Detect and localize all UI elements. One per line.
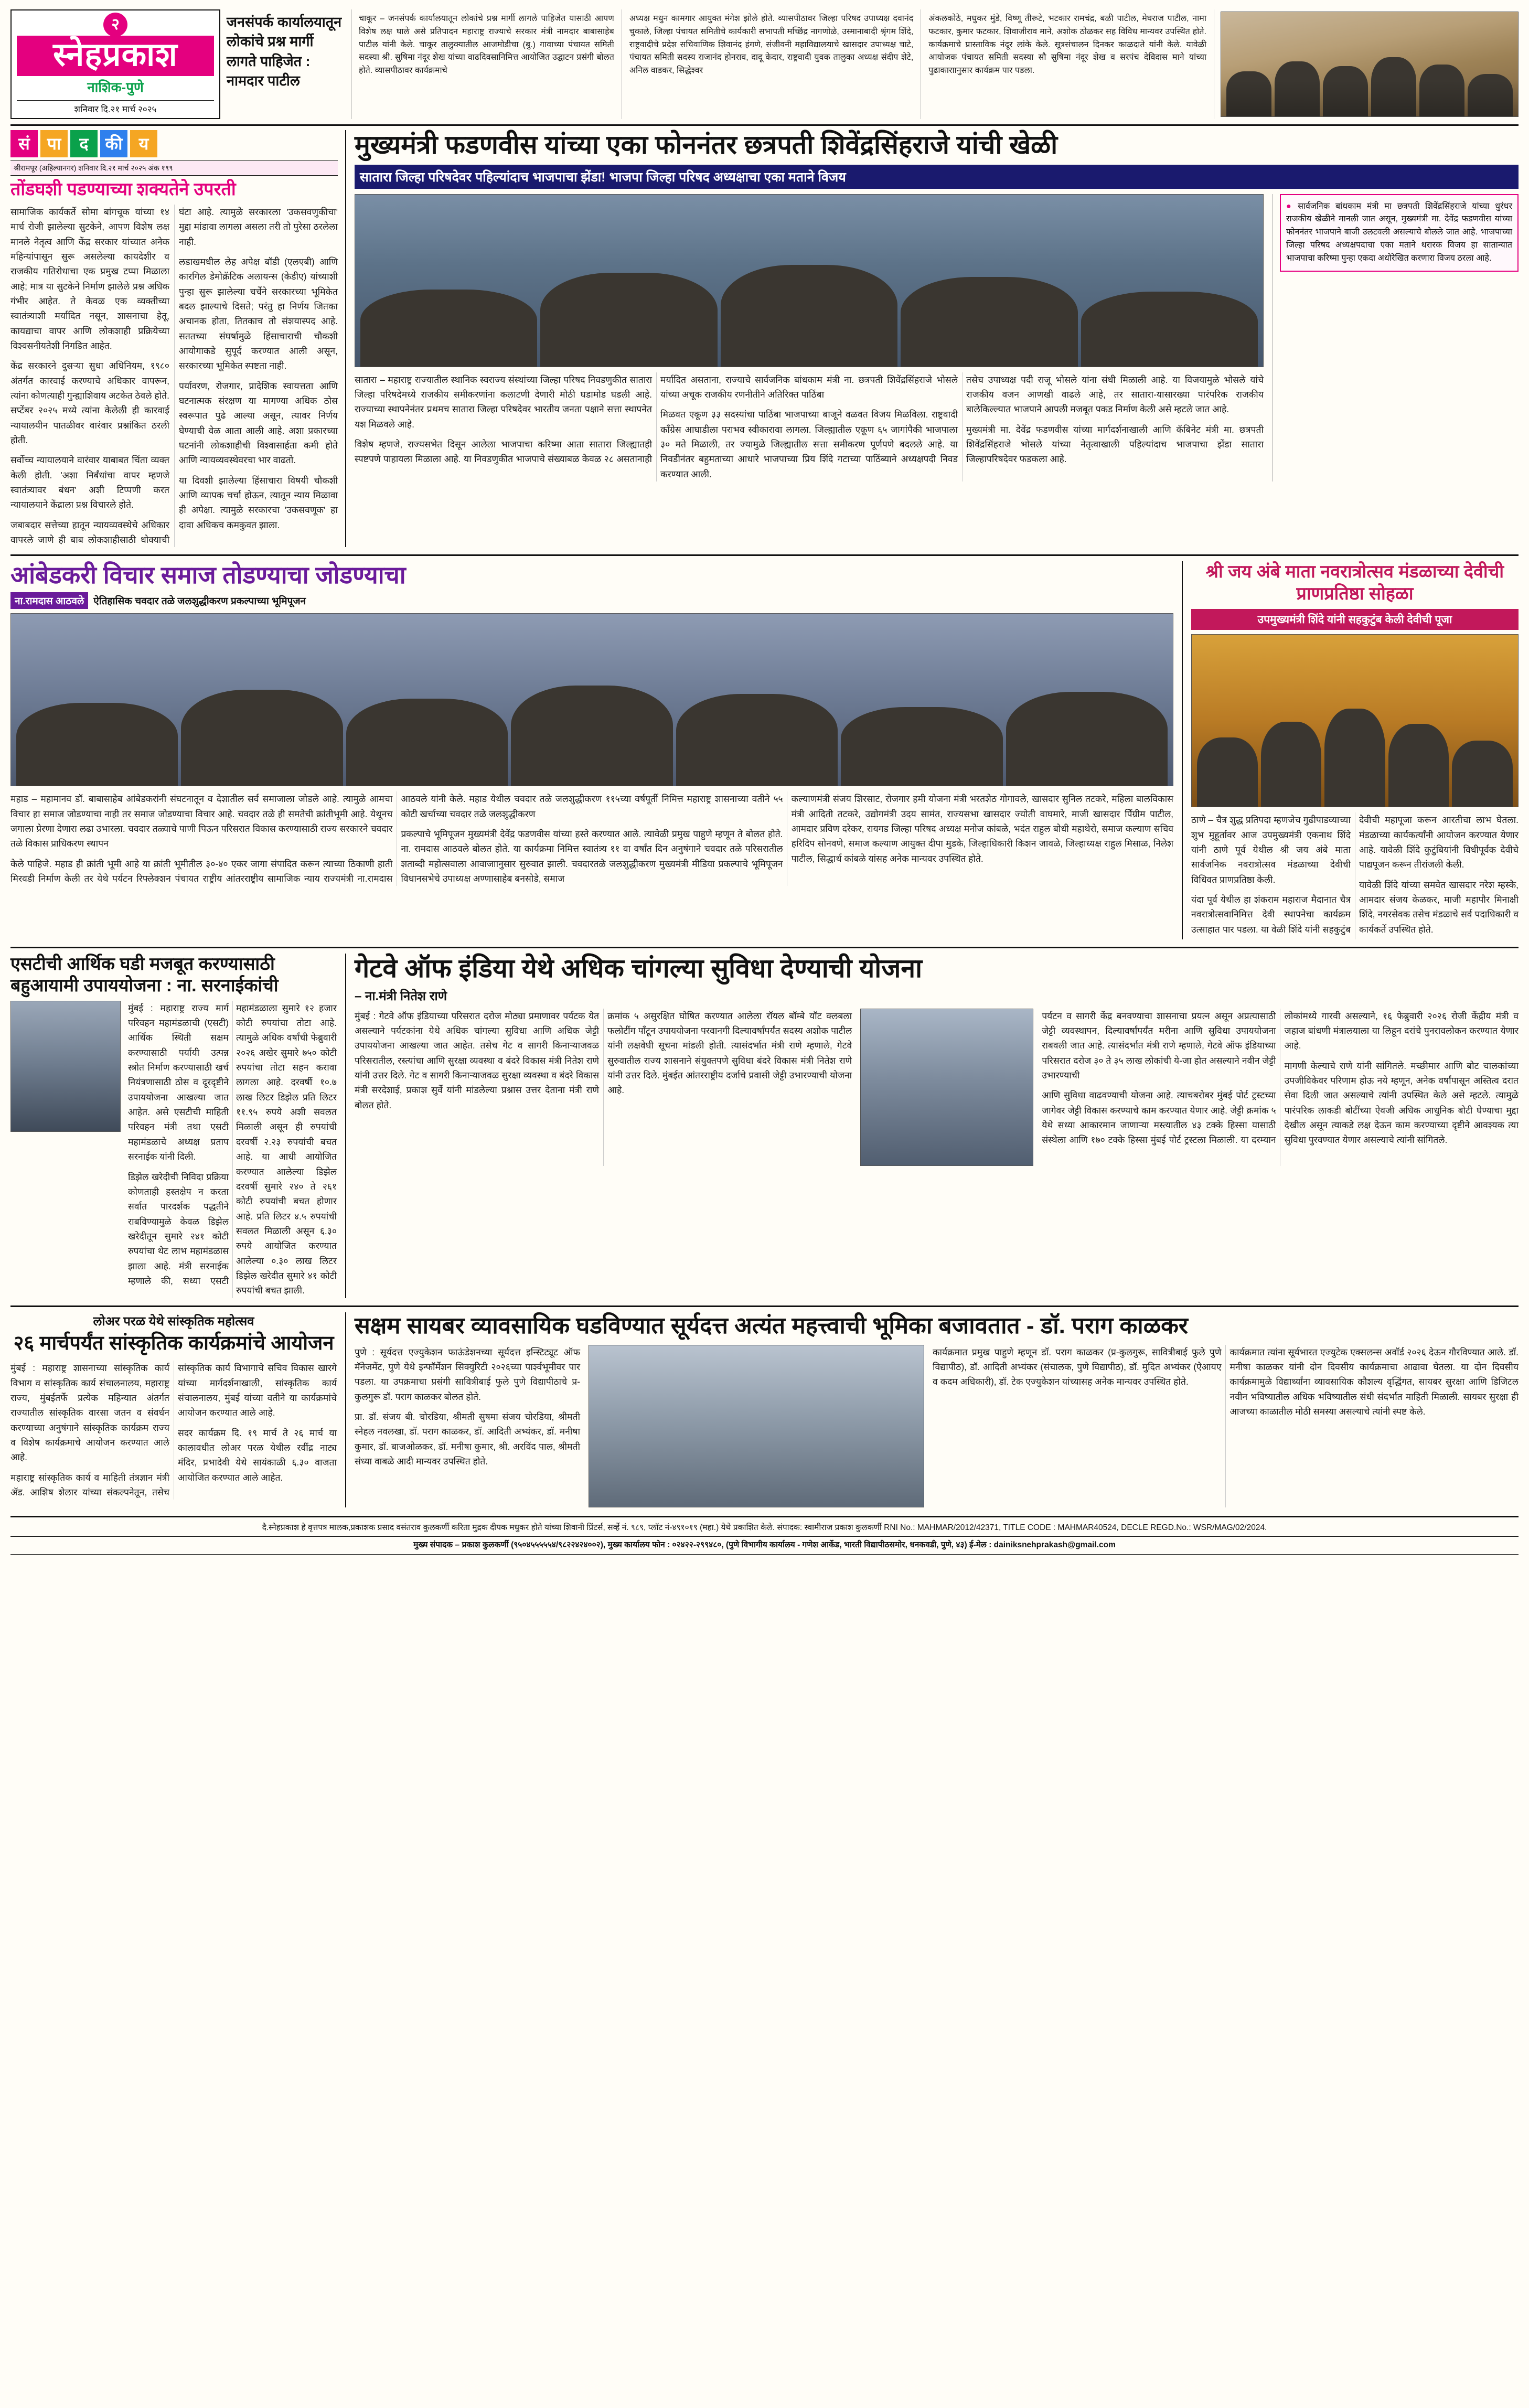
st-headline: एसटीची आर्थिक घडी मजबूत करण्यासाठी बहुआयामी उपाययोजना : ना. सरनाईकांची <box>10 954 279 996</box>
gateway-article <box>346 954 1519 1298</box>
gateway-columns-left <box>355 1009 852 1166</box>
editorial-para: लडाखमधील लेह अपेक्ष बॉडी (एलएबी) आणि कारगिल डेमोक्रॅटिक अलायन्स (केडीए) यांच्याशी पुन्हा सुरू झालेल्या चर्चेने सरकारच्या भूमिकेत बदल झाल्याचे दिसते; परंतु हा निर्णय जितका अचानक होता, तितकाच तो संशयास्पद आहे. सततच्या संघर्षामुळे हिंसाचाराची चौकशी आयोगाकडे सुपूर्द करण्यात आली असून, सरकारच्या भूमिकेत स्पष्टता नाही. <box>179 256 338 371</box>
cyber-para: कार्यक्रमात प्रमुख पाहुणे म्हणून डॉ. पराग काळकर (प्र-कुलगुरू, सावित्रीबाई फुले पुणे विद्यापीठ), डॉ. आदिती अभ्यंकर (संचालक, पुणे विद्यापीठ), डॉ. मुदित अभ्यंकर (ऐआयए व कदम अधिकारी), डॉ. टेक एज्युकेशन यांच्यासह अनेक मान्यवर उपस्थित होते. <box>933 1346 1222 1387</box>
cyber-article <box>346 1312 1519 1507</box>
row-st-gateway <box>10 947 1519 1298</box>
st-para: मुंबई : महाराष्ट्र राज्य मार्ग परिवहन महामंडळाची (एसटी) आर्थिक स्थिती सक्षम करण्यासाठी पर्यायी उत्पन्न स्त्रोत निर्माण करण्यासाठी खर्च नियंत्रणासाठी ठोस व दूरदृष्टीने उपाययोजना आखल्या जात आहेत. असे एसटीची माहिती परिवहन मंत्री तथा एसटी महामंडळाचे अध्यक्ष प्रताप सरनाईक यांनी दिली. <box>128 1002 229 1162</box>
lead-columns <box>355 372 1264 481</box>
lead-para: विशेष म्हणजे, राज्यसभेत दिसून आलेला भाजपाचा करिष्मा आता सातारा जिल्ह्यातही स्पष्टपणे पाहायला मिळाला आहे. या निवडणुकीत भाजपाचे संख्याबळ केवळ २८ असतानाही मर्यादित असताना, राज्याचे सार्वजनिक बांधकाम मंत्री ना. छत्रपती शिवेंद्रसिंहराजे भोसले यांच्या अचूक राजकीय रणनीतीने अतिरिक्त पाठिंबा <box>355 374 958 465</box>
lead-photo-wrap <box>355 194 1264 367</box>
cyber-para: कार्यक्रमात त्यांना सूर्यभारत एज्युटेक एक्सलन्स अवॉर्ड २०२६ देऊन गौरविण्यात आले. डॉ. मनीषा काळकर यांनी दोन दिवसीय कार्यक्रमाचा आढावा घेतला. या दोन दिवसीय कार्यक्रमामुळे विद्यार्थ्यांना व्यावसायिक कौशल्य वृद्धिंगत, सायबर सुरक्षा आणि डिजिटल नवीन भविष्यातील अधिक भविष्यातील संधी संदर्भात माहिती मिळाली. सायबर सुरक्षा ही आजच्या काळातील मोठी समस्या असल्याचे त्यांनी स्पष्ट केले. <box>1229 1346 1519 1417</box>
victory-celebration-photo <box>355 194 1264 367</box>
editorial-flag-letter-2: पा <box>40 130 68 157</box>
ambedkari-headline: आंबेडकरी विचार समाज तोडण्याचा जोडण्याचा <box>10 561 406 589</box>
lead-body <box>355 194 1519 481</box>
editorial-headline: तोंडघशी पडण्याच्या शक्यतेने उपरती <box>10 179 236 200</box>
lowerparel-kicker: लोअर परळ येथे सांस्कृतिक महोत्सव <box>93 1314 254 1329</box>
lowerparel-headline: २६ मार्चपर्यंत सांस्कृतिक कार्यक्रमांचे आयोजन <box>13 1332 334 1354</box>
gateway-para: पर्यटन व सागरी केंद्र बनवण्याचा शासनाचा प्रयत्न असून अप्रत्यासाठी जेट्टी व्यवस्थापन, दिल्यावर्षांपर्यंत मरीना आणि सुविधा उपाययोजना राबवली जात आहे. त्यासंदर्भात मंत्री राणे म्हणाले, गेटवे ऑफ इंडियाच्या परिसरात दरोज ३० ते ३५ लाख लोकांची ये-जा होत असल्याने नवीन जेट्टी उभारण्याची <box>1042 1010 1276 1081</box>
st-article <box>10 954 346 1298</box>
navratri-para: ठाणे – चैत्र शुद्ध प्रतिपदा म्हणजेच गुढीपाडव्याच्या शुभ मुहूर्तावर आज उपमुख्यमंत्री एकनाथ शिंदे यांनी ठाणे पूर्व येथील श्री जय अंबे माता सार्वजनिक नवरात्रोत्सव मंडळाच्या देवीची विधिवत प्राणप्रतिष्ठा केली. <box>1191 815 1351 885</box>
ambedkari-article <box>10 561 1183 939</box>
editorial-meta: श्रीरामपूर (अहिल्यानगर) शनिवार दि.२१ मार्च २०२५ अंक १९९ <box>10 160 338 176</box>
navratri-para: यंदा पूर्व येथील हा शंकराम महाराज मैदानात चैत्र नवरात्रोत्सवानिमित्त देवी स्थापनेचा कार्यक्रम उत्साहात पार पडला. या वेळी शिंदे यांनी सहकुटुंब देवीची महापूजा करून आरतीचा लाभ घेतला. मंडळाच्या कार्यकर्त्यांनी आयोजन करण्यात येणार आहे. यावेळी शिंदे कुटुंबियांनी विधीपूर्वक देवीचे पाद्यपूजन करून तीरांजली केली. <box>1191 815 1519 935</box>
editorial-para: सामाजिक कार्यकर्ते सोमा बांगचूक यांच्या १४ मार्च रोजी झालेल्या सुटकेने, आपण विशेष लक्ष मानले नेतृत्व आणि केंद्र सरकार यांच्यात अनेक महिन्यांपासून सुरू असलेल्या कायदेशीर व राजकीय गतिरोधाचा एक प्रमुख टप्पा मिळाला आहे; मात्र या सुटकेने निर्माण झालेले प्रश्न अधिक गंभीर आहेत. ते केवळ एक व्यक्तीच्या स्वातंत्र्याशी मर्यादित नसून, शासनाचा हेतू, कायद्याचा वापर आणि लोकशाही प्रक्रियेच्या विश्वसनीयतेशी निगडित आहेत. <box>10 206 169 351</box>
lowerparel-para: मुंबई : महाराष्ट्र शासनाच्या सांस्कृतिक कार्य विभाग व सांस्कृतिक कार्य संचालनालय, महाराष्ट्र राज्य, मुंबईतर्फे प्रत्येक महिन्यात अंतर्गत राज्यातील सांस्कृतिक वारसा जतन व संवर्धन करण्याच्या अनुषंगाने सांस्कृतिक कार्यक्रम राज्य व विशेष कार्यक्रमाचे आयोजन करण्यात आले आहे. <box>10 1363 169 1463</box>
cyber-body <box>355 1345 1519 1507</box>
ambedkari-byline <box>10 592 1173 609</box>
editorial-body <box>10 205 338 548</box>
cyber-column-left <box>355 1345 580 1507</box>
editorial-flag-letter-4: की <box>100 130 127 157</box>
row-editorial-lead <box>10 130 1519 547</box>
gateway-para: मागणी केल्याचे राणे यांनी सांगितले. मच्छीमार आणि बोट चालकांच्या उपजीविकेवर परिणाम होऊ नये म्हणून, अनेक वर्षांपासून अस्तित्व दरात सेवा दिली जात असल्याचे त्यांनी उपस्थित केले असे म्हटले. त्यामुळे पारंपरिक लाकडी बोटींच्या ऐवजी अधिक आधुनिक बोटी घेण्याचा मुद्दा देखील असून त्याकडे लक्ष देऊन काम करण्याच्या दृष्टीने आवश्यक त्या सुविधा पुरवण्यात येणार असल्याचे त्यांनी सांगितले. <box>1284 1060 1519 1146</box>
navratri-columns <box>1191 812 1519 939</box>
masthead-column-2: अध्यक्ष मधुन कामगार आयुक्त मंगेश झोले होते. व्यासपीठावर जिल्हा परिषद उपाध्यक्ष दवानंद चुकाले, जिल्हा पंचायत समितीचे कार्यकारी सभापती मच्छिंद्र नागणोळे, उस्मानाबादी श्रृंगम शिंदे, राष्ट्रवादीचे प्रदेश सचिवाणिक शिवानंद हंगणे, संजीवनी महाविद्यालयाचे खासदार उपाध्यक्ष चाटे, पंचायत समिती सदस्य राजानंद होनराव, दादू केदार, राष्ट्रवादी युवक तालुका अध्यक्ष संदीप शेटे, अनिल वाडकर, सिद्धेश्वर <box>622 9 921 119</box>
lead-para: सातारा – महाराष्ट्र राज्यातील स्थानिक स्वराज्य संस्थांच्या जिल्हा परिषद निवडणुकीत सातारा जिल्हा परिषदेमध्ये राजकीय समीकरणांना कलाटणी देणारी मोठी घडामोड घडली आहे. राज्याच्या स्थापनेनंतर प्रथमच सातारा जिल्हा परिषदेवर भारतीय जनता पक्षाने सत्ता स्थापनेत यश मिळवले आहे. <box>355 374 652 430</box>
masthead-slogan: जनसंपर्क कार्यालयातून लोकांचे प्रश्न मार्गी लागतेे पाहिजेत : नामदार पाटील <box>220 9 351 119</box>
row-ambedkari-navratri <box>10 554 1519 939</box>
newspaper-title: स्नेहप्रकाश <box>17 36 214 76</box>
masthead <box>10 9 1519 126</box>
newspaper-logo <box>10 9 220 119</box>
cyber-headline: सक्षम सायबर व्यावसायिक घडविण्यात सूर्यदत्त अत्यंत महत्त्वाची भूमिका बजावतात - डॉ. पराग काळकर <box>355 1312 1188 1339</box>
row-lowerparel-cyber <box>10 1305 1519 1507</box>
colophon-line-1: दै.स्नेहप्रकाश हे वृत्तपत्र मालक,प्रकाशक प्रसाद वसंतराव कुलकर्णी करिता मुद्रक दीपक मधुकर होते यांच्या शिवानी प्रिंटर्स, सर्व्हे नं. ९८९, प्लॉट नं-४९१०१९ (महा.) येथे प्रकाशित केले. संपादक: स्वामीराज प्रकाश कुलकर्णी RNI No.: MAHMAR/2012/42371, TITLE CODE : MAHMAR40524, DECLE REGD.No.: WSR/MAG/02/2024. <box>262 1523 1267 1532</box>
gateway-body <box>355 1009 1519 1166</box>
ambedkari-para: महाड – महामानव डॉ. बाबासाहेब आंबेडकरांनी संघटनातून व देशातील सर्व समाजाला जोडले आहे. त्यामुळे आमचा विचार हा समाज जोडण्याचा नाही तर समाज जोडण्याचा विचार आहे. चवदार तळे ही समतेची क्रांतीभूमी आहे. येथूनच जगाला प्रेरणा देणारा लढा उभारला. चवदार तळ्याचे पाणी पिऊन परिसरात विकास करण्यासाठी राज्य सरकारने चवदार तळे विकास प्राधिकरण स्थापन <box>10 794 393 849</box>
gateway-columns-right <box>1042 1009 1519 1166</box>
lead-story <box>346 130 1519 547</box>
ribbon-cutting-photo <box>1221 12 1519 117</box>
editorial-para: केंद्र सरकारने दुसऱ्या सुधा अधिनियम, १९८० अंतर्गत कारवाई करण्याचे अधिकार वापरून, त्यांना कोणत्याही गुन्ह्याशिवाय अटकेत ठेवले होते. सप्टेंबर २०२५ मध्ये त्यांना केलेली ही कारवाई न्यायालयीन पातळीवर वारंवार प्रश्नांकित ठरली होती. <box>10 360 170 446</box>
editorial-para: सर्वोच्च न्यायालयाने वारंवार याबाबत चिंता व्यक्त केली होती. 'अशा निर्बंधांचा वापर म्हणजे स्वातंत्र्यावर बंधन' अशी टिप्पणी करत न्यायालयाने केंद्राला प्रश्न विचारले होते. <box>10 455 169 510</box>
navratri-strip: उपमुख्यमंत्री शिंदे यांनी सहकुटुंब केली देवीची पूजा <box>1191 609 1519 630</box>
newspaper-subtitle: नाशिक-पुणे <box>87 79 144 95</box>
ambedkari-para: प्रकल्पाचे भूमिपूजन मुख्यमंत्री देवेंद्र फडणवीस यांच्या हस्ते करण्यात आले. त्यावेळी प्रमुख पाहुणे म्हणून ते बोलत होते. ना. रामदास आठवले बोलत होते. या कार्यक्रमा निमित्त स्वातंत्र्य ११ वा वर्षांत दिन अनुषंगाने चवदार तळे परिसरातील शताब्दी महोत्सवाला आवाजाानुसार सुरुवात झाली. चवदारतळे जलशुद्धीकरण मुख्यमंत्री मीडिया प्रकल्पाचे भूमिपूजन विधानसभेचे उपाध्यक्ष अण्णासाहेब बनसोडे, समाज <box>401 829 783 884</box>
masthead-photo <box>1214 9 1519 119</box>
navratri-headline: श्री जय अंबे माता नवरात्रोत्सव मंडळाच्या देवीची प्राणप्रतिष्ठा सोहळा <box>1205 562 1504 604</box>
masthead-column-1: चाकूर – जनसंपर्क कार्यालयातून लोकांचे प्रश्न मार्गी लागले पाहिजेत यासाठी आपण विशेष लक्ष घाले असे प्रतिपादन महाराष्ट्र राज्याचे सरकार मंत्री नामदार बाबासाहेब पाटील यांनी केले. चाकूर तालुक्यातील आजमोडीचा (बु.) गावाच्या पंचायत समिती सदस्या श्री. सुषिमा नंदूर शेख यांच्या वाढदिवसानिमित्त आयोजित उद्घाटन प्रसंगी बोलत होते. व्यासपीठावर कार्यक्रमाचे <box>351 9 622 119</box>
editorial-flag-letter-3: द <box>70 130 98 157</box>
st-para: डिझेल खरेदीची निविदा प्रक्रिया कोणताही हस्तक्षेप न करता सर्वात पारदर्शक पद्धतीने राबविण्यामुळे केवळ डिझेल खरेदीतून सुमारे २४१ कोटी रुपयांचा थेट लाभ महामंडळास झाला आहे. मंत्री सरनाईक म्हणाले की, सध्या एसटी महामंडळाला सुमारे १२ हजार कोटी रुपयांचा तोटा आहे. त्यामुळे अधिक वर्षांची फेब्रुवारी २०२६ अखेर सुमारे ७५० कोटी रुपयांचा तोटा सहन करावा लागला आहे. दरवर्षी १०.७ लाख लिटर डिझेल प्रति लिटर ११.९५ रुपये अशी सवलत मिळाली असून ही रुपयांची दरवर्षी २.२३ रुपयांची बचत आहे. या आधी आयोजित करण्यात आलेल्या डिझेल दरवर्षी सुमारे २४० ते २६१ कोटी रुपयांची बचत होणार आहे. प्रति लिटर ४.५ रुपयांची सवलत मिळाली असून ६.३० रुपये आयोजित करण्यात आलेल्या ०.३० लाख लिटर डिझेल खरेदीत सुमारे ४१ कोटी रुपयांची बचत झाली. <box>128 1002 337 1296</box>
photo-figures <box>1221 52 1518 116</box>
cyber-para: पुणे : सूर्यदत्त एज्युकेशन फाऊंडेशनच्या सूर्यदत्त इन्स्टिट्यूट ऑफ मॅनेजमेंट, पुणे येथे इन्फॉर्मेशन सिक्युरिटी २०२६च्या पार्श्वभूमीवर पार पडला. या उपक्रमाचा प्रसंगी सावित्रीबाई फुले पुणे विद्यापीठाचे प्र-कुलगुरू डॉ. पराग काळकर बोलत होते. <box>355 1346 580 1402</box>
gateway-byline: – ना.मंत्री नितेश राणे <box>355 989 447 1003</box>
navratri-para: यावेळी शिंदे यांच्या समवेत खासदार नरेश म्हस्के, आमदार संजय केळकर, माजी महापौर मिनाक्षी शिंदे, नगरसेवक तसेच मंडळाचे सर्व पदाधिकारी व कार्यकर्ते उपस्थित होते. <box>1359 879 1519 935</box>
navratri-article <box>1183 561 1519 939</box>
lead-headline: मुख्यमंत्री फडणवीस यांच्या एका फोननंतर छत्रपती शिवेंद्रसिंहराजे यांची खेळी <box>355 130 1058 160</box>
cyber-columns-right <box>933 1345 1519 1507</box>
ambedkari-byline-rest: ऐतिहासिक चवदार तळे जलशुद्धीकरण प्रकल्पाच्या भूमिपूजन <box>93 596 306 607</box>
editorial-para: या दिवशी झालेल्या हिंसाचारा विषयी चौकशी आणि व्यापक चर्चा होऊन, त्यातून न्याय मिळावा ही अपेक्षा. त्यामुळे सरकारचा 'उकसवणूक' हा दावा अधिकच कमकुवत झाला. <box>179 475 338 530</box>
lead-para: तसेच उपाध्यक्ष पदी राजू भोसले यांना संधी मिळाली आहे. या विजयामुळे भोसले यांचे राजकीय वजन आणखी वाढले आहे, तर सातारा-यासारख्या पारंपरिक राजकीय बालेकिल्ल्यात भाजपाने आपली मजबूत पकड निर्माण केली असे म्हटले जात आहे. <box>966 374 1264 415</box>
photo-figures <box>355 260 1263 366</box>
lead-subheadline: सातारा जिल्हा परिषदेवर पहिल्यांदाच भाजपाचा झेंडा! भाजपा जिल्हा परिषद अध्यक्षाचा एका मताने विजय <box>355 165 1519 189</box>
masthead-column-3: अंकलकोठे, मधुकर मुंडे, विष्णू तीरूटे, भटकार रामचंद्र, बळी पाटील, मेघराज पाटील, नामा फटकार, कुमार फटकार, शिवाजीराव माने, अशोक ठोळकर सह विविध मान्यवर उपस्थित होते. कार्यक्रमाचे प्रास्ताविक नंदूर लांके केले. सूत्रसंचालन दिनकर काळदाते यांनी केले. यावेळी आयोजक पंचायत समिती सदस्या सौ सुषिमा नंदूर शेख व सरपंच देविदास माने यांच्या पुढाकाराानुसार कार्यक्रम पार पडला. <box>921 9 1214 119</box>
colophon <box>10 1516 1519 1555</box>
lowerparel-para: महाराष्ट्र सांस्कृतिक कार्य व माहिती तंत्रज्ञान मंत्री ॲड. आशिष शेलार यांच्या संकल्पनेतून, तसेच सांस्कृतिक कार्य विभागाचे सचिव विकास खारगे यांच्या मार्गदर्शनाखाली, सांस्कृतिक कार्य संचालनालय, मुंबई यांच्या वतीने या कार्यक्रमांचे आयोजन करण्यात आले आहे. <box>10 1363 337 1497</box>
photo-figures <box>11 679 1173 786</box>
ambedkari-para: केले पाहिजे. महाड ही क्रांती भूमी आहे या क्रांती भूमीतील ३०-४० एकर जागा संपादित करून त्याच्या ठिकाणी हाती मिरवडी निर्माण केली तर येथे पर्यटन रिफ्लेक्शन पंचायत राष्ट्रीय आंतरराष्ट्रीय सामाजिक न्याय राज्यमंत्री ना.रामदास आठवले यांनी केले. महाड येथील चवदार तळे जलशुद्धीकरण ११५च्या वर्षपूर्ती निमित्त महाराष्ट्र शासनाच्या वतीने ५५ कोटी खर्चाच्या चवदार तळे जलशुद्धीकरण <box>10 794 783 884</box>
editorial-section <box>10 130 346 547</box>
lead-left <box>355 194 1264 481</box>
ambedkari-columns <box>10 791 1173 886</box>
st-columns <box>128 1001 337 1298</box>
editorial-flag-letter-1: सं <box>10 130 38 157</box>
cyber-lab-photo <box>589 1345 924 1507</box>
gateway-para: आणि सुविधा वाढवण्याची योजना आहे. त्याचबरोबर मुंबई पोर्ट ट्रस्टच्या जागेवर जेट्टी विकास करण्याचे काम करण्यात येणार आहे. जेट्टी क्रमांक ५ येथे सध्या आकारमान जाणाऱ्या मस्त्यातील ४३ टक्के हिस्सा यासाठी संस्थेला आणि १७० टक्के हिस्सा मुंबई पोर्ट ट्रस्टला मिळाली. या दरम्यान लोकांमध्ये गारवी असल्याने, १६ फेब्रुवारी २०२६ रोजी केंद्रीय मंत्री व जहाज बांधणी मंत्रालयाला या लिहून दरांचे पुनरावलोकन करण्यात येणार आहे. <box>1042 1010 1519 1146</box>
ambedkari-byline-tag: ना.रामदास आठवले <box>10 592 88 609</box>
gateway-para: क्रमांक ५ असुरक्षित घोषित करण्यात आलेला रॉयल बॉम्बे यॉट क्लबला फलोटींग पाँटून उपाययोजना परवानगी दिल्यावर्षांपर्यंत सदस्य अशोक पाटील यांनी लक्षवेधी सूचना मांडली होती. त्यासंदर्भात मंत्री राणे म्हणाले, गेटवे सुरुवातील राज्य शासनाने संयुक्तपणे सुविधा बंदरे विकास मंत्री नितेश राणे यांनी उत्तर दिले. मुंबईत आंतरराष्ट्रीय दर्जाचे प्रवासी जेट्टी उभारण्याची योजना आहे. <box>607 1010 852 1096</box>
page-number: २ <box>103 13 127 37</box>
editorial-para: पर्यावरण, रोजगार, प्रादेशिक स्वायत्तता आणि घटनात्मक संरक्षण या मागण्या अधिक ठोस स्वरूपात पुढे आल्या असून, त्यावर निर्णय घेण्याची वेळ आता आली आहे. अशा प्रकारच्या घटनांनी लोकशाहीची विश्वासार्हता कमी होते आणि न्यायव्यवस्थेवरचा भार वाढतो. <box>179 380 338 466</box>
lead-highlight-note: ● सार्वजनिक बांधकाम मंत्री मा छत्रपती शिवेंद्रसिंहराजे यांच्या धुरंधर राजकीय खेळीने मानली जात असून, मुख्यमंत्री मा. देवेंद्र फडणवीस यांच्या फोननंतर भाजपाने बाजी उलटवली असल्याचे बोलले जात आहे. भाजपाच्या जिल्हा परिषद अध्यक्षपदाचा एका मताने थरारक विजय हा सातान्यात भाजपाचा करिष्मा पुन्हा एकदा अधोरेखित करणारा विजय ठरला आहे. <box>1280 194 1519 272</box>
issue-date: शनिवार दि.२१ मार्च २०२५ <box>17 100 214 115</box>
gateway-headline: गेटवे ऑफ इंडिया येथे अधिक चांगल्या सुविधा देण्याची योजना <box>355 954 923 983</box>
lead-sidebar <box>1272 194 1519 481</box>
devi-puja-photo <box>1191 634 1519 807</box>
photo-figures <box>1192 700 1518 807</box>
st-body <box>10 1001 337 1298</box>
bhumipujan-photo <box>10 613 1173 786</box>
cyber-para: प्रा. डॉ. संजय बी. चोरडिया, श्रीमती सुषमा संजय चोरडिया, श्रीमती स्नेहल नवलखा, डॉ. पराग काळकर, डॉ. आदिती अभ्यंकर, डॉ. मनीषा कुमार, डॉ. बाजओळकर, डॉ. मनीषा कुमार, श्री. अरविंद पाल, श्रीमती संध्या वाबळे आदी मान्यवर उपस्थित होते. <box>355 1411 580 1467</box>
lowerparel-article <box>10 1312 346 1507</box>
lowerparel-columns <box>10 1361 337 1500</box>
editorial-para: जबाबदार सत्तेच्या हातून न्यायव्यवस्थेचे अधिकार वापरले जाणे ही बाब लोकशाहीसाठी धोक्याची घंटा आहे. त्यामुळे सरकारला 'उकसवणुकीचा' मुद्दा मांडावा लागला असला तरी तो पुरेसा ठरलेला नाही. <box>10 206 338 545</box>
lowerparel-para: सदर कार्यक्रम दि. १९ मार्च ते २६ मार्च या कालावधीत लोअर परळ येथील रवींद्र नाट्य मंदिर, प्रभादेवी येथे सायंकाळी ६.३० वाजता आयोजित करण्यात आले आहेत. <box>178 1427 337 1483</box>
lead-para: मुख्यमंत्री मा. देवेंद्र फडणवीस यांच्या मार्गदर्शनाखाली आणि कॅबिनेट मंत्री मा. छत्रपती शिवेंद्रसिंहराजे भोसले यांच्या नेतृत्वाखाली पहिल्यांदाच भाजपाचा झेंडा सातारा जिल्हापरिषदेवर फडकला आहे. <box>966 424 1264 465</box>
editorial-flag-letter-5: य <box>130 130 157 157</box>
lead-para: मिळवत एकूण ३३ सदस्यांचा पाठिंबा भाजपाच्या बाजूने वळवत विजय मिळविला. राष्ट्रवादी काँग्रेस आघाडीला पराभव स्वीकारावा लागला. जिल्ह्यातील एकूण ६५ जागांपैकी भाजपाला ३० मते मिळाली, तर ज्यामुळे जिल्ह्यातील सत्ता समीकरण पूर्णपणे बदलले आहे. या निवडीनंतर बहुमताच्या आधारे भाजपाच्या प्रिय शिंदे गटाच्या पाठिंब्याने अध्यक्षपदी निवड करण्यात आली. <box>660 409 958 479</box>
colophon-line-2: मुख्य संपादक – प्रकाश कुलकर्णी (९५०४५५५५५४/९८२२४२४००२), मुख्य कार्यालय फोन : ०२४२२-२९९४८०, (पुणे विभागीय कार्यालय - गणेश आर्केड, भारती विद्यापीठसमोर, धनकवडी, पुणे, ४३) ई-मेल : dainiksnehprakash@gmail.com <box>10 1536 1519 1555</box>
ambedkari-para: कल्याणमंत्री संजय शिरसाट, रोजगार हमी योजना मंत्री भरतशेठ गोगावले, खासदार सुनिल तटकरे, महिला बालविकास मंत्री आदिती तटकरे, उद्योगमंत्री उदय सामंत, राज्यसभा खासदार ज्योती वाघमारे, माजी खासदार पेिंग्रीम पाटील, आमदार प्रविण दरेकर, रायगड जिल्हा परिषद अध्यक्ष मनोज कांबळे, भदंत राहुल बोधी महाथेरो, समाज कल्याण सचिव हरिदिप सोनवणे, समाज कल्याण आयुक्त दीपा मुडके, जिल्हाधिकारी किशन जावळे, जिल्हाध्यक्ष राहुल मिसाळ, निलेश पाटील, सिद्धार्थ कांबळे यांसह अनेक मान्यवर उपस्थित होते. <box>791 794 1173 864</box>
minister-portrait-photo <box>10 1001 121 1132</box>
editorial-flag <box>10 130 338 157</box>
gateway-para: मुंबई : गेटवे ऑफ इंडियाच्या परिसरात दरोज मोठ्या प्रमाणावर पर्यटक येत असल्याने पर्यटकांना येथे अधिक चांगल्या सुविधा आणि अधिक जेट्टी उपाययोजना आखल्या जात आहेत. तसेच गेट व सागरी किनाऱ्याजवळ परिसरातील, रस्त्यांचा आणि सुरक्षा व्यवस्था व बंदरे विकास मंत्री नितेश राणे यांनी उत्तर दिले. गेट व सागरी किनाऱ्याजवळ सुरक्षा व्यवस्था व बंदरे विकास मंत्री सरदेशाई, प्रकाश सुर्वे यांनी मांडलेल्या प्रश्नास उत्तर देताना मंत्री राणे बोलत होते. <box>355 1010 600 1110</box>
nitesh-rane-photo <box>860 1009 1033 1166</box>
